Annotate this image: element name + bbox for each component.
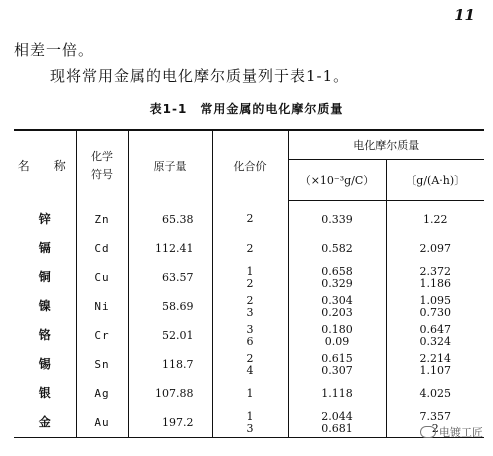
header-unit-gah: 〔g/(A·h)〕 <box>386 160 484 201</box>
mass-gc <box>288 292 386 321</box>
mass-gah-value: 1.107 <box>419 363 451 377</box>
mass-gc-value: 0.339 <box>321 212 353 226</box>
mass-gah-value: 4.025 <box>419 386 451 400</box>
table-row <box>14 201 484 235</box>
table-body <box>14 201 484 438</box>
chemical-symbol: Ni <box>76 292 128 321</box>
mass-gc <box>288 201 386 235</box>
mass-gah-value: 0.647 <box>419 322 451 336</box>
header-symbol-line1: 化学 <box>91 149 113 163</box>
page-number: 11 <box>454 6 475 24</box>
chemical-symbol: Zn <box>76 201 128 235</box>
header-symbol <box>76 130 128 201</box>
mass-gc-value: 0.582 <box>321 241 353 255</box>
mass-gc <box>288 263 386 292</box>
header-electrochemical-mass: 电化摩尔质量 <box>288 130 484 160</box>
mass-gah-value: 1.186 <box>419 276 451 290</box>
valence-value: 3 <box>246 322 254 336</box>
table-row <box>14 379 484 408</box>
wechat-icon <box>420 426 436 438</box>
table-caption: 表1-1 常用金属的电化摩尔质量 <box>149 102 344 116</box>
mass-gc-value: 0.615 <box>321 351 353 365</box>
valence-value: 4 <box>246 363 254 377</box>
valence-value: 1 <box>246 386 254 400</box>
valence-value: 2 <box>246 241 254 255</box>
metal-name: 铜 <box>14 263 76 292</box>
valence <box>212 350 288 379</box>
chemical-symbol: Cu <box>76 263 128 292</box>
valence <box>212 408 288 438</box>
chemical-symbol: Au <box>76 408 128 438</box>
header-valence: 化合价 <box>212 130 288 201</box>
watermark <box>420 424 483 440</box>
valence-value: 3 <box>246 421 254 435</box>
valence <box>212 321 288 350</box>
mass-gah <box>386 263 484 292</box>
table-row <box>14 321 484 350</box>
header-unit-gc: （×10⁻³g/C） <box>288 160 386 201</box>
valence <box>212 379 288 408</box>
mass-gc <box>288 408 386 438</box>
atomic-mass: 52.01 <box>128 321 212 350</box>
watermark-text: 电镀工匠 <box>439 426 483 439</box>
mass-gah-value: 1.095 <box>419 293 451 307</box>
metal-name: 铬 <box>14 321 76 350</box>
mass-gah-value: 1.22 <box>423 212 448 226</box>
mass-gah-value: 2.097 <box>419 241 451 255</box>
metal-name: 银 <box>14 379 76 408</box>
mass-gc-value: 0.09 <box>324 334 350 348</box>
valence-value: 2 <box>246 351 254 365</box>
mass-gc-value: 0.304 <box>321 293 353 307</box>
mass-gc-value: 0.681 <box>321 421 353 435</box>
body-text-line-1: 相差一倍。 <box>14 41 95 59</box>
metal-name: 镉 <box>14 234 76 263</box>
atomic-mass: 63.57 <box>128 263 212 292</box>
mass-gc <box>288 321 386 350</box>
mass-gah-value: 0.324 <box>419 334 451 348</box>
mass-gc <box>288 350 386 379</box>
metal-name: 镍 <box>14 292 76 321</box>
mass-gah <box>386 234 484 263</box>
metal-mass-table <box>14 129 484 438</box>
mass-gah-value: 0.730 <box>419 305 451 319</box>
mass-gah <box>386 379 484 408</box>
valence <box>212 234 288 263</box>
header-atomic-mass: 原子量 <box>128 130 212 201</box>
table-row <box>14 263 484 292</box>
chemical-symbol: Cr <box>76 321 128 350</box>
chemical-symbol: Ag <box>76 379 128 408</box>
mass-gc-value: 2.044 <box>321 409 353 423</box>
table-row <box>14 234 484 263</box>
mass-gah-value: 2 <box>431 421 439 435</box>
valence-value: 2 <box>246 212 254 226</box>
body-text-line-2: 现将常用金属的电化摩尔质量列于表1-1。 <box>50 67 350 85</box>
valence <box>212 292 288 321</box>
atomic-mass: 65.38 <box>128 201 212 235</box>
mass-gc-value: 0.180 <box>321 322 353 336</box>
metal-name: 金 <box>14 408 76 438</box>
mass-gc-value: 0.307 <box>321 363 353 377</box>
metal-name: 锌 <box>14 201 76 235</box>
atomic-mass: 58.69 <box>128 292 212 321</box>
valence-value: 6 <box>246 334 254 348</box>
valence-value: 1 <box>246 409 254 423</box>
mass-gc-value: 0.203 <box>321 305 353 319</box>
header-symbol-line2: 符号 <box>91 167 113 181</box>
mass-gah <box>386 292 484 321</box>
mass-gah-value: 7.357 <box>419 409 451 423</box>
mass-gc-value: 0.658 <box>321 264 353 278</box>
valence-value: 3 <box>246 305 254 319</box>
mass-gc-value: 0.329 <box>321 276 353 290</box>
mass-gc <box>288 234 386 263</box>
header-name: 名 称 <box>14 130 76 201</box>
mass-gah <box>386 350 484 379</box>
valence-value: 2 <box>246 293 254 307</box>
chemical-symbol: Cd <box>76 234 128 263</box>
atomic-mass: 197.2 <box>128 408 212 438</box>
mass-gc <box>288 379 386 408</box>
atomic-mass: 107.88 <box>128 379 212 408</box>
chemical-symbol: Sn <box>76 350 128 379</box>
mass-gah <box>386 201 484 235</box>
table-row <box>14 350 484 379</box>
valence <box>212 201 288 235</box>
mass-gah-value: 2.214 <box>419 351 451 365</box>
valence-value: 2 <box>246 276 254 290</box>
mass-gah <box>386 321 484 350</box>
mass-gc-value: 1.118 <box>321 386 353 400</box>
valence-value: 1 <box>246 264 254 278</box>
valence <box>212 263 288 292</box>
table-row <box>14 408 484 438</box>
table-row <box>14 292 484 321</box>
metal-name: 锡 <box>14 350 76 379</box>
atomic-mass: 112.41 <box>128 234 212 263</box>
atomic-mass: 118.7 <box>128 350 212 379</box>
mass-gah-value: 2.372 <box>419 264 451 278</box>
